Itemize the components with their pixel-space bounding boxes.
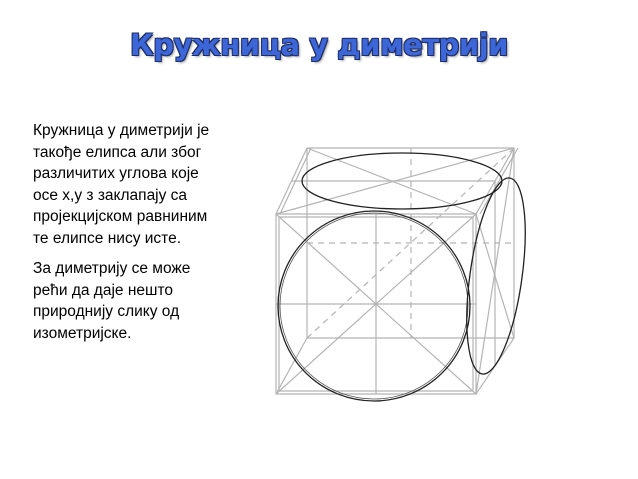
cube-edges xyxy=(276,148,518,394)
paragraph-1: Кружница у диметрији је такође елипса али због различитих углова које осе x,y з заклапају са пројекцијском равниним те елипсе нису исте. xyxy=(33,122,210,247)
slide-title: Кружница у диметрији xyxy=(129,28,508,62)
right-ellipse xyxy=(456,174,535,377)
paragraph-2: За диметрију се може рећи да даје нешто природнију слику од изометријске. xyxy=(33,260,191,342)
